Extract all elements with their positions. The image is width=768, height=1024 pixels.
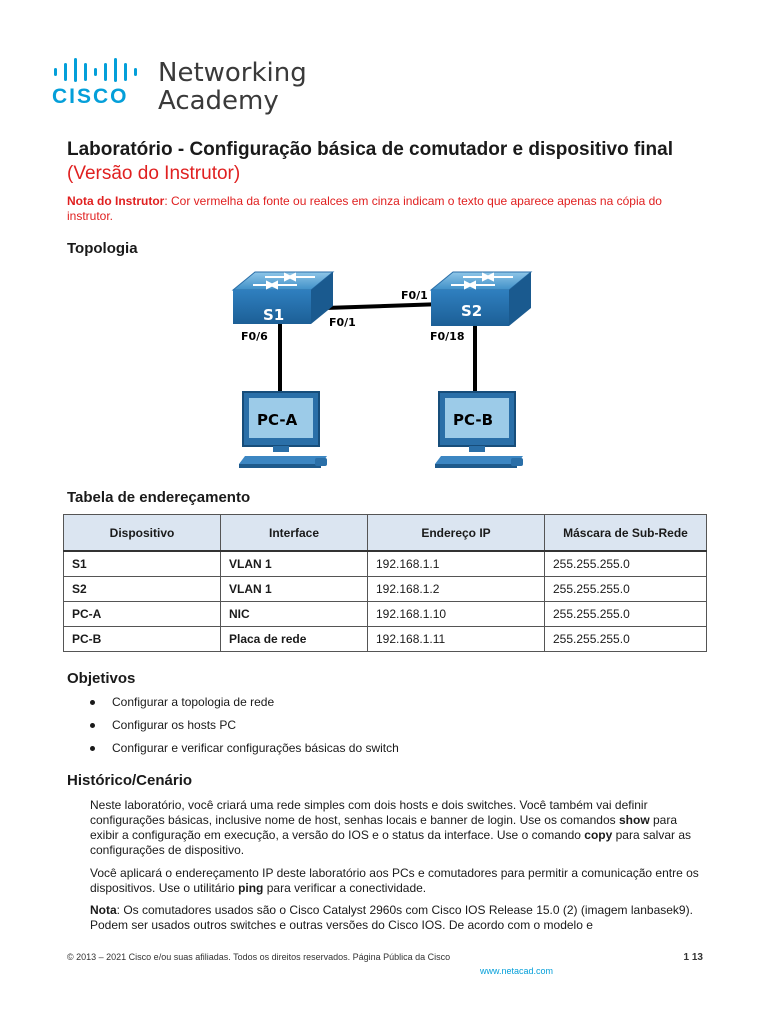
cell-interface: Placa de rede xyxy=(221,627,368,652)
table-row xyxy=(64,602,707,627)
page-current: 1 xyxy=(683,952,690,963)
instructor-note-label: Nota do Instrutor xyxy=(67,194,165,208)
objective-text: Configurar a topologia de rede xyxy=(112,695,275,709)
title-main: Laboratório - Configuração básica de comutador e dispositivo final xyxy=(67,139,673,160)
pc-b-icon xyxy=(435,392,523,468)
instructor-note xyxy=(67,194,707,224)
cell-mask: 255.255.255.0 xyxy=(545,577,707,602)
header-device: Dispositivo xyxy=(64,515,221,552)
header-ip-address: Endereço IP xyxy=(368,515,545,552)
background-paragraph-2 xyxy=(90,866,702,896)
cell-ip: 192.168.1.2 xyxy=(368,577,545,602)
link-s1-s2 xyxy=(325,304,443,308)
label-pc-b: PC-B xyxy=(453,411,494,429)
table-header-row xyxy=(64,515,707,552)
cisco-bars-icon xyxy=(52,58,152,82)
title-instructor-version: (Versão do Instrutor) xyxy=(67,163,241,184)
port-s2-f0-18: F0/18 xyxy=(430,330,465,343)
port-s1-f0-1: F0/1 xyxy=(329,316,356,329)
cell-ip: 192.168.1.10 xyxy=(368,602,545,627)
cisco-networking-academy-logo xyxy=(52,58,312,118)
header-subnet-mask: Máscara de Sub-Rede xyxy=(545,515,707,552)
footer-copyright: © 2013 – 2021 Cisco e/ou suas afiliadas. Todos os direitos reservados. Página Pública da Cisco xyxy=(67,952,451,962)
p1-command-copy: copy xyxy=(584,828,613,842)
p3-text: : Os comutadores usados são o Cisco Catalyst 2960s com Cisco IOS Release 15.0 (2) (imagem lanbasek9). Podem ser usados outros switches e outras versões do Cisco IOS. De acordo com o modelo e xyxy=(90,903,693,932)
heading-objectives: Objetivos xyxy=(67,670,136,687)
p2-command-ping: ping xyxy=(238,881,264,895)
page-number xyxy=(684,952,703,963)
page-total: 13 xyxy=(691,952,703,963)
cell-interface: NIC xyxy=(221,602,368,627)
cell-device: S1 xyxy=(64,551,221,577)
cell-mask: 255.255.255.0 xyxy=(545,627,707,652)
cell-ip: 192.168.1.1 xyxy=(368,551,545,577)
heading-topology: Topologia xyxy=(67,240,138,257)
background-paragraph-3 xyxy=(90,903,702,933)
label-s2: S2 xyxy=(461,302,483,320)
cell-device: PC-B xyxy=(64,627,221,652)
p3-note-label: Nota xyxy=(90,903,117,917)
header-interface: Interface xyxy=(221,515,368,552)
p2-text-a: Você aplicará o endereçamento IP deste laboratório aos PCs e comutadores para permitir a comunicação entre os dispositivos. Use o utilitário xyxy=(90,866,699,895)
port-s2-f0-1: F0/1 xyxy=(401,289,428,302)
page-title xyxy=(67,138,707,186)
cell-interface: VLAN 1 xyxy=(221,551,368,577)
network-topology-diagram xyxy=(225,268,555,478)
heading-background: Histórico/Cenário xyxy=(67,772,193,789)
addressing-table xyxy=(63,514,707,652)
footer-url[interactable]: www.netacad.com xyxy=(480,966,554,976)
p1-text-a: Neste laboratório, você criará uma rede simples com dois hosts e dois switches. Você também vai definir configurações básicas, inclusive nome de host, senhas locais e banner de login. Use os comandos xyxy=(90,798,648,827)
cell-ip: 192.168.1.11 xyxy=(368,627,545,652)
p2-text-c: para verificar a conectividade. xyxy=(263,881,427,895)
logo-line-academy: Academy xyxy=(158,86,279,116)
cisco-wordmark: CISCO xyxy=(52,85,129,108)
bullet-icon xyxy=(90,723,95,728)
p1-text-e: para salvar as configurações de dispositivo. xyxy=(90,828,691,857)
bullet-icon xyxy=(90,746,95,751)
background-paragraph-1 xyxy=(90,798,702,858)
cell-mask: 255.255.255.0 xyxy=(545,551,707,577)
cell-interface: VLAN 1 xyxy=(221,577,368,602)
instructor-note-text: : Cor vermelha da fonte ou realces em cinza indicam o texto que aparece apenas na cópia do instrutor. xyxy=(67,194,662,223)
cell-device: S2 xyxy=(64,577,221,602)
pc-a-icon xyxy=(239,392,327,468)
table-row xyxy=(64,577,707,602)
label-pc-a: PC-A xyxy=(257,411,298,429)
list-item xyxy=(90,740,399,763)
bullet-icon xyxy=(90,700,95,705)
list-item xyxy=(90,717,399,740)
label-s1: S1 xyxy=(263,306,285,324)
objectives-list xyxy=(90,694,399,763)
table-row xyxy=(64,627,707,652)
heading-addressing-table: Tabela de endereçamento xyxy=(67,489,251,506)
list-item xyxy=(90,694,399,717)
page-footer xyxy=(67,952,707,962)
cell-device: PC-A xyxy=(64,602,221,627)
objective-text: Configurar os hosts PC xyxy=(112,718,237,732)
objective-text: Configurar e verificar configurações básicas do switch xyxy=(112,741,399,755)
logo-line-networking: Networking xyxy=(158,58,307,88)
port-s1-f0-6: F0/6 xyxy=(241,330,268,343)
cell-mask: 255.255.255.0 xyxy=(545,602,707,627)
p1-command-show: show xyxy=(618,813,650,827)
table-row xyxy=(64,551,707,577)
p1-text-c: para exibir a configuração em execução, a versão do IOS e o status da interface. Use o comando xyxy=(90,813,678,842)
